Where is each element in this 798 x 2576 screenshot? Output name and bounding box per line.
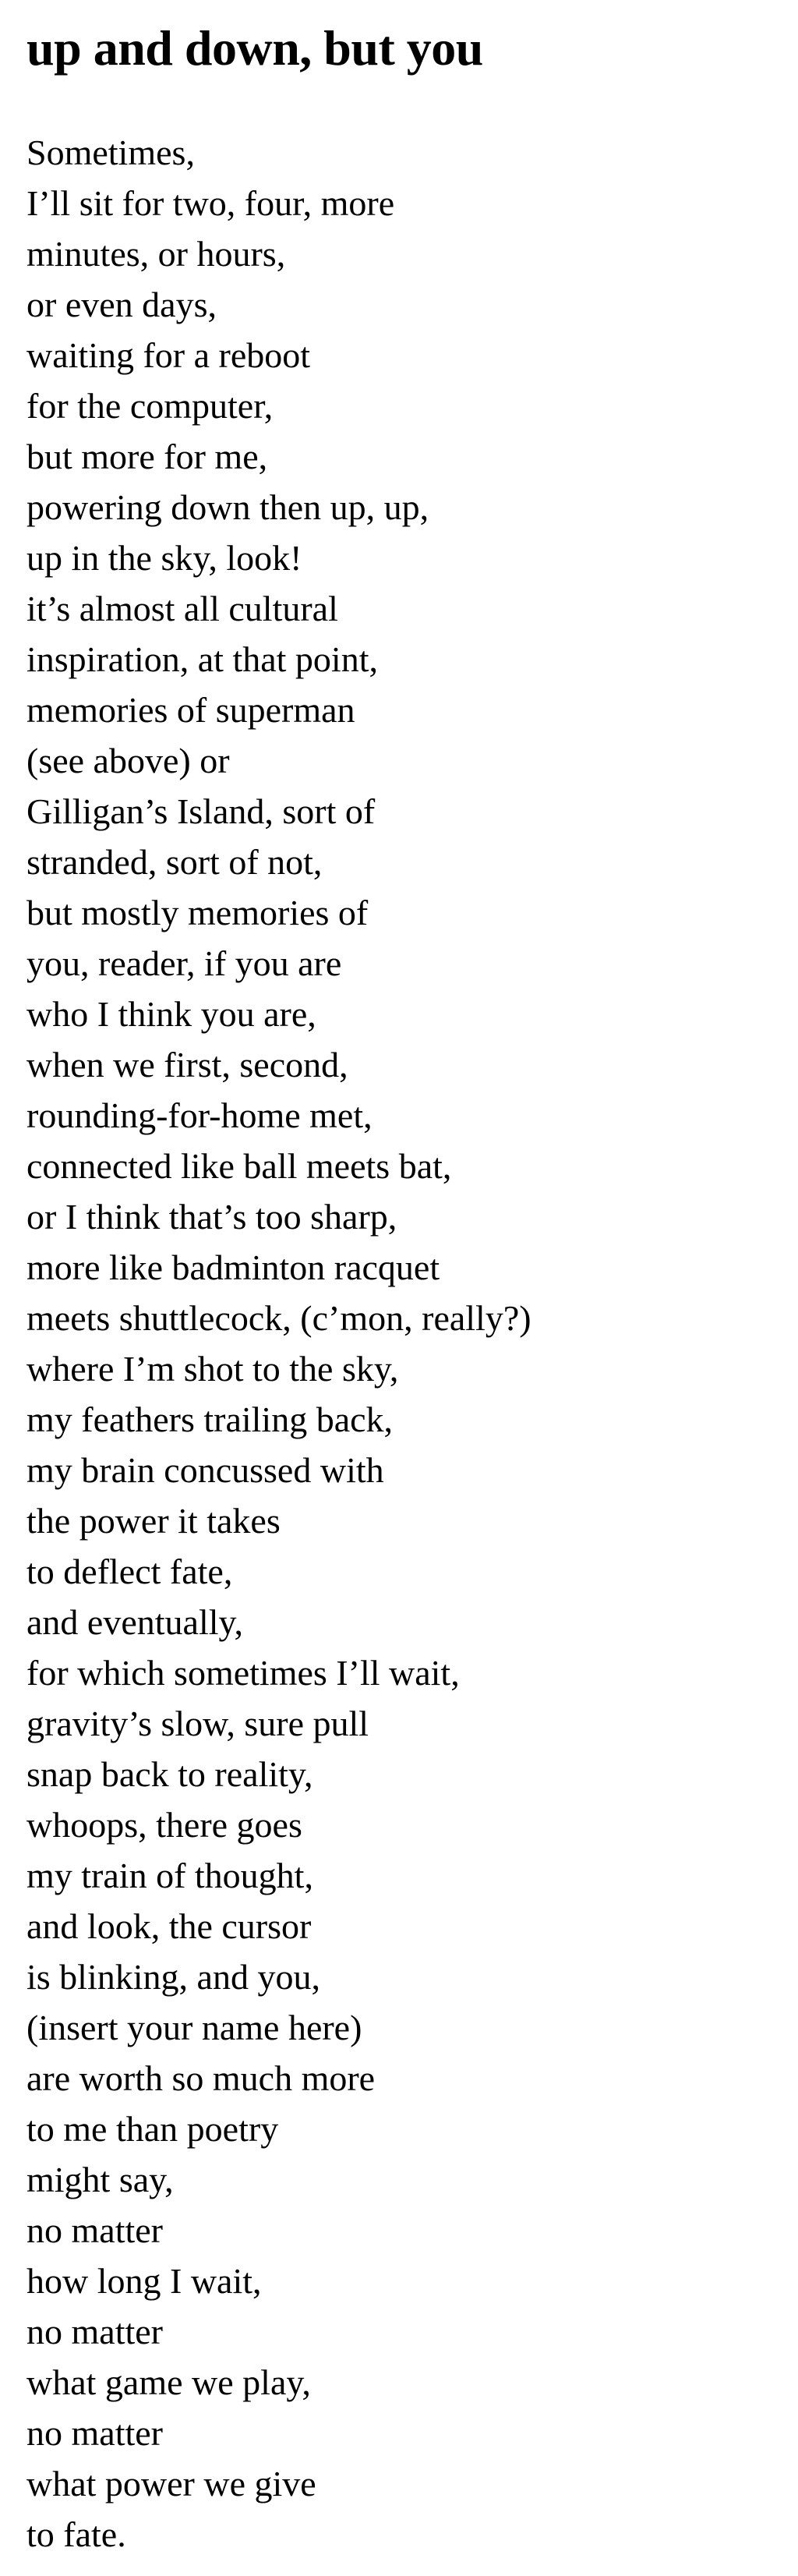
poem-line: gravity’s slow, sure pull [26, 1704, 369, 1743]
poem-line: to me than poetry [26, 2109, 279, 2149]
poem-line: Gilligan’s Island, sort of [26, 791, 376, 831]
poem-line: how long I wait, [26, 2261, 262, 2301]
poem-line: snap back to reality, [26, 1754, 313, 1794]
poem-line: connected like ball meets bat, [26, 1146, 452, 1186]
poem-line: inspiration, at that point, [26, 639, 378, 679]
poem-line: or even days, [26, 285, 217, 324]
poem-line: (insert your name here) [26, 2008, 362, 2047]
poem-line: where I’m shot to the sky, [26, 1349, 399, 1389]
poem-line: the power it takes [26, 1501, 281, 1541]
poem-line: who I think you are, [26, 994, 316, 1034]
poem-line: when we first, second, [26, 1045, 348, 1085]
poem-line: what power we give [26, 2464, 316, 2503]
poem-line: Sometimes, [26, 133, 195, 172]
poem-line: for which sometimes I’ll wait, [26, 1653, 460, 1693]
poem-line: powering down then up, up, [26, 487, 429, 527]
poem-body [26, 127, 531, 2560]
poem-line: stranded, sort of not, [26, 842, 323, 882]
poem-line: it’s almost all cultural [26, 589, 338, 628]
poem-line: rounding-for-home met, [26, 1095, 373, 1135]
poem-line: or I think that’s too sharp, [26, 1197, 397, 1237]
poem-line: no matter [26, 2312, 163, 2351]
poem-line: my feathers trailing back, [26, 1399, 394, 1439]
poem-line: for the computer, [26, 386, 274, 426]
poem-line: to deflect fate, [26, 1552, 233, 1591]
poem-line: meets shuttlecock, (c’mon, really?) [26, 1298, 531, 1338]
poem-line: you, reader, if you are [26, 943, 342, 983]
poem-line: memories of superman [26, 690, 355, 730]
poem-line: up in the sky, look! [26, 538, 302, 578]
poem-line: my brain concussed with [26, 1450, 384, 1490]
poem-line: minutes, or hours, [26, 234, 286, 274]
poem-line: to fate. [26, 2514, 126, 2554]
poem-line: and eventually, [26, 1602, 244, 1642]
poem-line: waiting for a reboot [26, 335, 311, 375]
poem-line: but more for me, [26, 437, 268, 476]
poem-line: might say, [26, 2160, 174, 2199]
poem-line: whoops, there goes [26, 1805, 302, 1845]
poem-line: (see above) or [26, 741, 230, 780]
poem-line: my train of thought, [26, 1856, 313, 1895]
poem-line: I’ll sit for two, four, more [26, 183, 395, 223]
poem-line: but mostly memories of [26, 893, 369, 932]
poem-line: no matter [26, 2210, 163, 2250]
poem-line: no matter [26, 2413, 163, 2453]
poem-line: what game we play, [26, 2362, 311, 2402]
poem-title: up and down, but you [26, 20, 483, 76]
poem-line: is blinking, and you, [26, 1957, 320, 1997]
poem-line: and look, the cursor [26, 1906, 312, 1946]
poem-line: more like badminton racquet [26, 1247, 440, 1287]
poem-line: are worth so much more [26, 2058, 376, 2098]
